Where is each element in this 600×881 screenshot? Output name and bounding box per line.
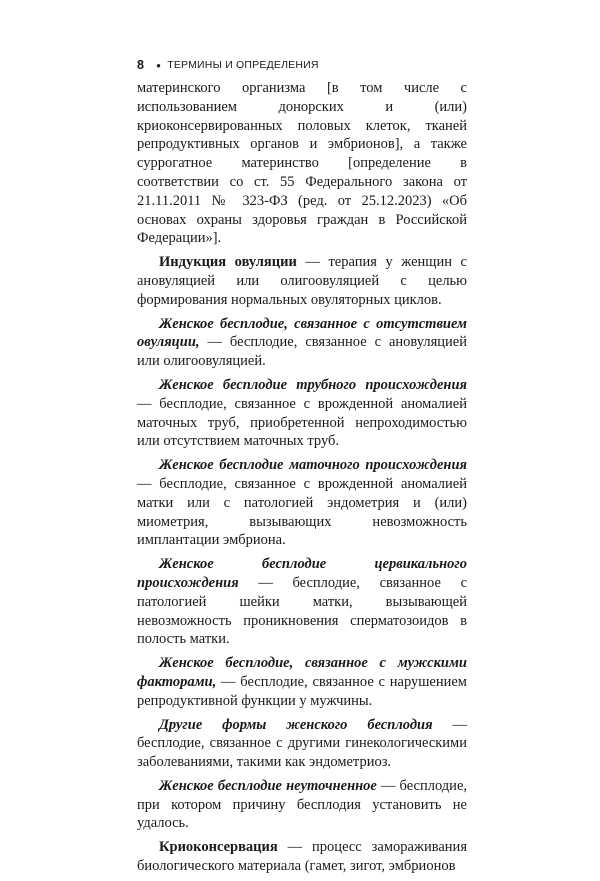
term: Индукция овуляции (159, 254, 297, 271)
term: Женское бесплодие, связанное с мужскими факторами, (137, 655, 467, 690)
term: Женское бесплодие, связанное с отсутствием овуляции, (137, 315, 467, 351)
term: Женское бесплодие цервикального происхождения (137, 556, 467, 591)
definition-tubal (137, 376, 467, 451)
term: Другие формы женского бесплодия (159, 716, 433, 733)
term: Криоконсервация (159, 839, 278, 856)
definition-text: — бесплодие, связанное с нарушением репродуктивной функции у мужчины. (137, 673, 467, 709)
definition-anovulation (137, 315, 467, 371)
definition-cervical (137, 555, 467, 649)
definition-unspecified (137, 777, 467, 833)
section-title: ТЕРМИНЫ И ОПРЕДЕЛЕНИЯ (167, 59, 319, 71)
continuation-paragraph: материнского организма [в том числе с использованием донорских и (или) криоконсервированных половых клеток, тканей репродуктивных органов и эмбрионов], а также суррогатное материнство [определение в соответствии со ст. 55 Федерального закона от 21.11.2011 № 323-ФЗ (ред. от 25.12.2023) «Об основах охраны здоровья граждан в Российской Федерации»]. (137, 80, 467, 247)
definition-text: — процесс замораживания биологического материала (гамет, зигот, эмбрионов (137, 839, 467, 875)
definition-text: — терапия у женщин с ановуляцией или олигоовуляцией с целью формирования нормальных овуляторных циклов. (137, 254, 467, 308)
page-number: 8 (137, 58, 145, 72)
definition-text: — бесплодие, связанное с врожденной аномалией матки или с патологией эндометрия и (или) миометрия, вызывающих невозможность имплантации эмбриона. (137, 475, 467, 549)
definition-text: — бесплодие, связанное с патологией шейки матки, вызывающей невозможность проникновения сперматозоидов в полость матки. (137, 574, 467, 648)
term: Женское бесплодие трубного происхождения (159, 376, 467, 393)
term: Женское бесплодие маточного происхождения (159, 457, 467, 474)
term: Женское бесплодие неуточненное (159, 777, 377, 794)
page-body (137, 79, 467, 881)
definition-cryopreservation (137, 838, 467, 876)
bullet-icon: ● (156, 60, 162, 70)
definition-text: — бесплодие, связанное с другими гинекологическими заболеваниями, такими как эндометриоз. (137, 716, 467, 771)
definition-uterine (137, 456, 467, 550)
definition-text: — бесплодие, связанное с врожденной аномалией маточных труб, приобретенной непроходимостью или отсутствием маточных труб. (137, 395, 467, 450)
definition-induction (137, 253, 467, 309)
definition-text: — бесплодие, при котором причину бесплодия установить не удалось. (137, 777, 467, 832)
definition-male-factors (137, 654, 467, 710)
definition-text: — бесплодие, связанное с ановуляцией или олигоовуляцией. (137, 334, 467, 370)
running-header (137, 57, 477, 73)
definition-other-forms (137, 716, 467, 772)
